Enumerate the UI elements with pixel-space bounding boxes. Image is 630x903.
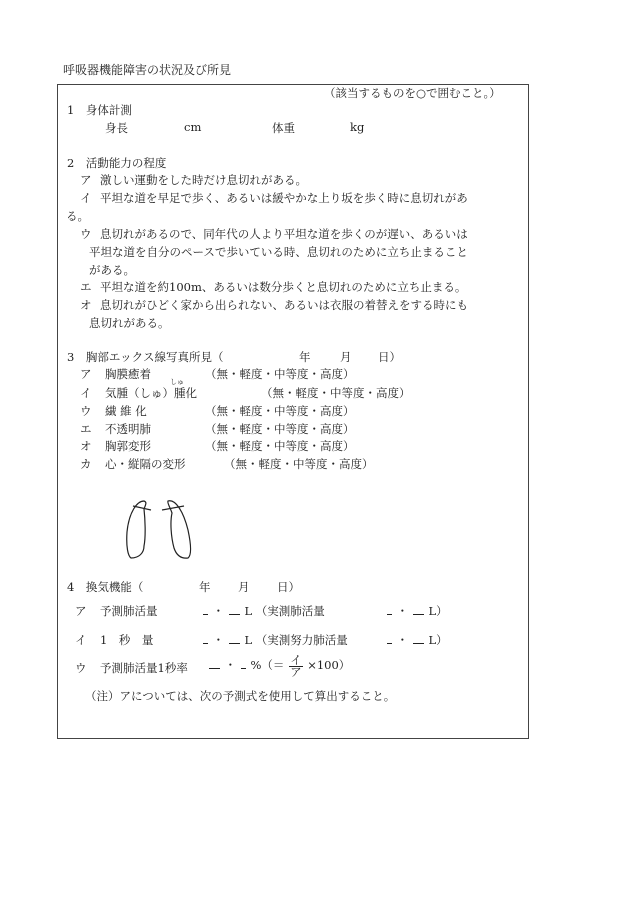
fraction-denominator: ア bbox=[290, 664, 302, 679]
xray-mark-i: イ bbox=[80, 386, 92, 400]
instruction-note: （該当するものを○で囲むこと。） bbox=[324, 86, 501, 100]
decimal-point: ・ bbox=[224, 658, 237, 672]
vent-paren-value-i bbox=[386, 632, 448, 648]
activity-text-o: 息切れがひどく家から出られない、あるいは衣服の着替えをする時にも bbox=[100, 298, 468, 312]
xray-day: 日） bbox=[378, 350, 401, 364]
height-label: 身長 bbox=[105, 121, 128, 135]
vent-paren-value-a bbox=[386, 603, 448, 619]
vent-day: 日） bbox=[277, 580, 300, 594]
digit-blank bbox=[203, 610, 208, 615]
unit-liter: L bbox=[244, 604, 253, 618]
decimal-point: ・ bbox=[212, 604, 225, 618]
vent-month: 月 bbox=[238, 580, 250, 594]
xray-label-i: 気腫（しゅ）腫化 bbox=[105, 386, 197, 400]
unit-liter: L bbox=[244, 633, 253, 647]
height-unit: cm bbox=[184, 120, 202, 134]
xray-month: 月 bbox=[340, 350, 352, 364]
xray-options-o: （無・軽度・中等度・高度） bbox=[205, 439, 355, 453]
activity-mark-e: エ bbox=[80, 280, 92, 294]
digit-blank bbox=[229, 639, 240, 644]
activity-text-o-2: 息切れがある。 bbox=[89, 316, 170, 330]
percent-equals: %（＝ bbox=[250, 658, 285, 672]
xray-options-i: （無・軽度・中等度・高度） bbox=[261, 386, 411, 400]
left-lung-outline bbox=[168, 501, 191, 558]
activity-mark-u: ウ bbox=[80, 227, 92, 241]
section-4-heading: 4 換気機能（ bbox=[67, 580, 144, 594]
xray-label-a: 胸膜癒着 bbox=[105, 367, 151, 381]
xray-mark-u: ウ bbox=[80, 404, 92, 418]
activity-text-u-2: 平坦な道を自分のペースで歩いている時、息切れのために立ち止まること bbox=[89, 245, 468, 259]
xray-mark-a: ア bbox=[80, 367, 92, 381]
activity-mark-a: ア bbox=[80, 173, 92, 187]
digit-blank bbox=[413, 639, 424, 644]
activity-text-i: 平坦な道を早足で歩く、あるいは緩やかな上り坂を歩く時に息切れがあ bbox=[100, 191, 468, 205]
digit-blank bbox=[387, 639, 392, 644]
section-2-heading: 2 活動能力の程度 bbox=[67, 156, 167, 170]
xray-options-ka: （無・軽度・中等度・高度） bbox=[224, 457, 374, 471]
activity-text-u-3: がある。 bbox=[89, 263, 135, 277]
ratio-fraction bbox=[289, 652, 303, 679]
vent-year: 年 bbox=[199, 580, 211, 594]
xray-label-ka: 心・縦隔の変形 bbox=[105, 457, 186, 471]
xray-mark-o: オ bbox=[80, 439, 92, 453]
form-box bbox=[57, 84, 529, 739]
unit-liter-paren: L） bbox=[428, 633, 448, 647]
section-1-heading: 1 身体計測 bbox=[67, 103, 132, 117]
times-100: ×100） bbox=[307, 658, 351, 672]
decimal-point: ・ bbox=[396, 633, 409, 647]
vent-paren-label-a: （実測肺活量 bbox=[255, 604, 325, 618]
unit-liter-paren: L） bbox=[428, 604, 448, 618]
vent-mark-u: ウ bbox=[75, 661, 87, 675]
xray-options-a: （無・軽度・中等度・高度） bbox=[205, 367, 355, 381]
decimal-point: ・ bbox=[396, 604, 409, 618]
activity-text-u: 息切れがあるので、同年代の人より平坦な道を歩くのが遅い、あるいは bbox=[100, 227, 468, 241]
vent-mark-a: ア bbox=[75, 604, 87, 618]
xray-label-u: 繊 維 化 bbox=[105, 404, 147, 418]
right-lung-outline bbox=[127, 501, 146, 558]
digit-blank bbox=[203, 639, 208, 644]
right-lung-line bbox=[133, 506, 151, 510]
xray-year: 年 bbox=[299, 350, 311, 364]
fraction-numerator: イ bbox=[290, 652, 302, 667]
xray-label-o: 胸郭変形 bbox=[105, 439, 151, 453]
weight-unit: kg bbox=[350, 120, 365, 134]
decimal-point: ・ bbox=[212, 633, 225, 647]
xray-mark-e: エ bbox=[80, 422, 92, 436]
vent-value-i bbox=[202, 632, 348, 648]
vent-label-i: 1 秒 量 bbox=[100, 633, 154, 647]
vent-row-a bbox=[75, 603, 87, 619]
vent-mark-i: イ bbox=[75, 633, 87, 647]
activity-text-e: 平坦な道を約100m、あるいは数分歩くと息切れのために立ち止まる。 bbox=[100, 280, 467, 294]
digit-blank bbox=[209, 664, 220, 669]
xray-label-e: 不透明肺 bbox=[105, 422, 151, 436]
activity-mark-o: オ bbox=[80, 298, 92, 312]
xray-mark-ka: カ bbox=[80, 457, 92, 471]
form-title: 呼吸器機能障害の状況及び所見 bbox=[63, 63, 232, 77]
vent-paren-label-i: （実測努力肺活量 bbox=[255, 633, 348, 647]
activity-text-i-cont: る。 bbox=[66, 209, 89, 223]
digit-blank bbox=[413, 610, 424, 615]
weight-label: 体重 bbox=[272, 121, 295, 135]
digit-blank bbox=[229, 610, 240, 615]
vent-label-u: 予測肺活量1秒率 bbox=[100, 661, 188, 675]
digit-blank bbox=[387, 610, 392, 615]
vent-value-a bbox=[202, 603, 325, 619]
vent-label-a: 予測肺活量 bbox=[100, 604, 158, 618]
ruby-shu: しゅ bbox=[170, 378, 184, 386]
vent-value-u bbox=[208, 653, 350, 678]
activity-text-a: 激しい運動をした時だけ息切れがある。 bbox=[100, 173, 307, 187]
activity-mark-i: イ bbox=[80, 191, 92, 205]
section-3-heading: 3 胸部エックス線写真所見（ bbox=[67, 350, 224, 364]
digit-blank bbox=[241, 664, 246, 669]
xray-options-u: （無・軽度・中等度・高度） bbox=[205, 404, 355, 418]
xray-options-e: （無・軽度・中等度・高度） bbox=[205, 422, 355, 436]
vent-footnote: （注）アについては、次の予測式を使用して算出すること。 bbox=[85, 689, 396, 703]
lung-diagram-icon bbox=[118, 492, 208, 562]
